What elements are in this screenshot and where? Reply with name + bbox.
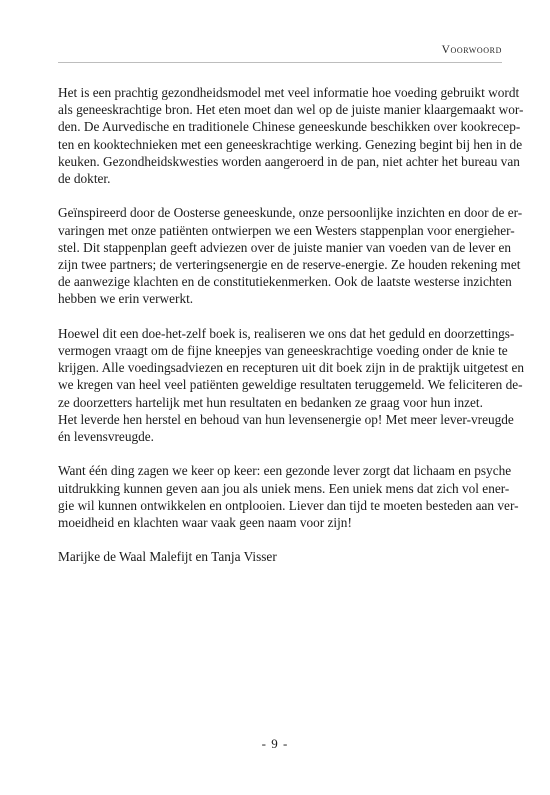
paragraph-spacer xyxy=(58,445,504,462)
text-line: Geïnspireerd door de Oosterse geneeskunde, onze persoonlijke inzichten en door de er- xyxy=(58,205,523,221)
paragraph xyxy=(58,462,519,531)
paragraph xyxy=(58,204,523,307)
paragraph-spacer xyxy=(58,187,504,204)
paragraph xyxy=(58,325,524,445)
page-number: - 9 - xyxy=(261,736,289,751)
body-text xyxy=(58,84,524,566)
running-head-title: Voorwoord xyxy=(441,44,502,56)
text-line: Hoewel dit een doe-het-zelf boek is, realiseren we ons dat het geduld en doorzettings- xyxy=(58,325,515,341)
paragraphs-container xyxy=(58,84,524,531)
text-line: de dokter. xyxy=(58,171,111,187)
text-line: gie wil kunnen ontwikkelen en ontplooien. Liever dan tijd te moeten besteden aan ver- xyxy=(58,497,519,513)
text-line: zijn twee partners; de verteringsenergie en de reserve-energie. Ze houden rekening met xyxy=(58,257,521,273)
signature: Marijke de Waal Malefijt en Tanja Visser xyxy=(58,549,277,565)
text-line: ten en kooktechnieken met een geneeskrachtige werking. Genezing begint bij hen in de xyxy=(58,136,523,152)
paragraph xyxy=(58,84,524,187)
paragraph-spacer xyxy=(58,308,504,325)
text-line: varingen met onze patiënten ontwierpen we een Westers stappenplan voor energieher- xyxy=(58,222,515,238)
text-line: we kregen van heel veel patiënten geweldige resultaten teruggemeld. We feliciteren de- xyxy=(58,377,523,393)
text-line: krijgen. Alle voedingsadviezen en recepturen uit dit boek zijn in de praktijk uitgetest en xyxy=(58,360,524,376)
text-line: keuken. Gezondheidskwesties worden aangeroerd in de pan, niet achter het bureau van xyxy=(58,153,520,169)
text-line: als geneeskrachtige bron. Het eten moet dan wel op de juiste manier klaargemaakt wor- xyxy=(58,102,524,118)
text-line: stel. Dit stappenplan geeft adviezen over de juiste manier van voeden van de lever en xyxy=(58,239,512,255)
text-line: den. De Aurvedische en traditionele Chinese geneeskunde beschikken over kookrecep- xyxy=(58,119,521,135)
text-line: uitdrukking kunnen geven aan jou als uniek mens. Een uniek mens dat zich vol ener- xyxy=(58,480,510,496)
text-line: moeidheid en klachten waar vaak geen naam voor zijn! xyxy=(58,515,352,531)
text-line: Het leverde hen herstel en behoud van hun levensenergie op! Met meer lever-vreugde xyxy=(58,411,514,427)
text-line: vermogen vraagt om de fijne kneepjes van geneeskrachtige voeding onder de knie te xyxy=(58,343,508,359)
signature-spacer xyxy=(58,531,504,548)
text-line: de aanwezige klachten en de constitutiekenmerken. Ook de laatste westerse inzichten xyxy=(58,274,512,290)
text-line: ze doorzetters hartelijk met hun resultaten en bedanken ze graag voor hun inzet. xyxy=(58,394,483,410)
text-line: Het is een prachtig gezondheidsmodel met veel informatie hoe voeding gebruikt wordt xyxy=(58,85,520,100)
text-line: hebben we erin verwerkt. xyxy=(58,291,194,307)
header-rule xyxy=(58,62,502,63)
text-line: Want één ding zagen we keer op keer: een gezonde lever zorgt dat lichaam en psyche xyxy=(58,463,512,479)
text-line: én levensvreugde. xyxy=(58,429,154,445)
